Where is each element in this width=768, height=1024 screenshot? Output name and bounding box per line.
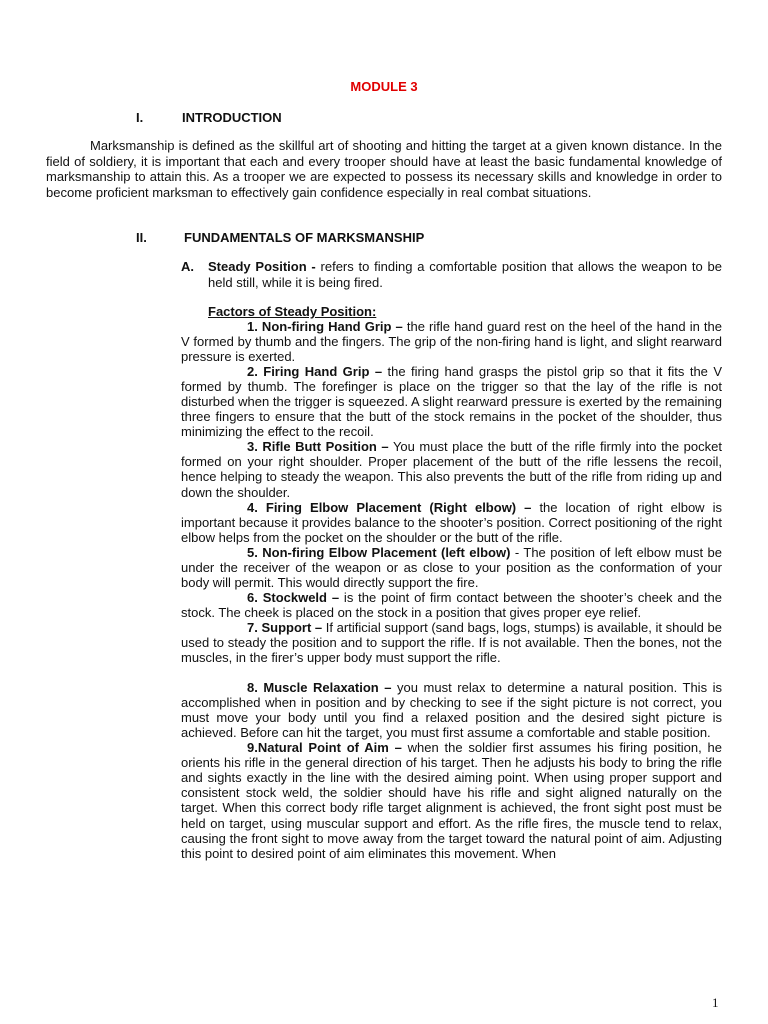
section-number: II. <box>136 230 147 245</box>
steady-position-term: Steady Position - <box>208 259 316 274</box>
section-number: I. <box>136 110 144 125</box>
module-title: MODULE 3 <box>350 79 418 94</box>
factor-text: is the point of firm contact between the shooter’s cheek and the stock. The cheek is placed on the stock in a position that gives proper eye relief. <box>181 589 723 620</box>
section-title: FUNDAMENTALS OF MARKSMANSHIP <box>184 230 425 245</box>
factor-text: You must place the butt of the rifle firmly into the pocket formed on your right shoulder. Proper placement of the butt of the rifle lessens the recoil, hence helping to steady the weapon. This also prevents the butt of the rifle from riding up and down the shoulder. <box>181 439 722 500</box>
page-number: 1 <box>712 995 719 1010</box>
factors-list <box>181 319 722 861</box>
factor-term: 9.Natural Point of Aim – <box>247 740 402 756</box>
factor-item <box>181 364 722 439</box>
factor-item <box>181 680 722 740</box>
factor-item <box>181 319 722 364</box>
factor-text: you must relax to determine a natural position. This is accomplished when in position and by checking to see if the sight picture is not correct, you must move your body until you find a relaxed position and the desired sight picture is achieved. Before can hit the target, you must first assume a comfortable and stable position. <box>181 680 722 741</box>
factor-term: 4. Firing Elbow Placement (Right elbow) – <box>247 499 532 515</box>
introduction-paragraph: Marksmanship is defined as the skillful art of shooting and hitting the target at a given known distance. In the field of soldiery, it is important that each and every trooper should have at least the basic fundamental knowledge of marksmanship to attain this. As a trooper we are expected to possess its necessary skills and knowledge in order to become proficient marksman to effectively gain confidence especially in real combat situations. <box>46 138 722 200</box>
factor-text: the location of right elbow is important because it provides balance to the shooter’s position. Correct positioning of the right elbow helps from the pocket on the shoulder or the butt of the rifle. <box>181 499 722 545</box>
steady-position-text: refers to finding a comfortable position that allows the weapon to be held still, while it is being fired. <box>208 259 722 290</box>
factor-item <box>181 590 722 620</box>
factor-text: the rifle hand guard rest on the heel of the hand in the V formed by thumb and the fingers. The grip of the non-firing hand is light, and slight rearward pressure is exerted. <box>181 319 722 365</box>
factors-heading: Factors of Steady Position: <box>208 304 377 319</box>
factor-text: - The position of left elbow must be under the receiver of the weapon or as close to your position as the conformation of your body will permit. This would directly support the fire. <box>181 544 722 590</box>
factor-term: 3. Rifle Butt Position – <box>247 439 389 455</box>
factor-text: when the soldier first assumes his firing position, he orients his rifle in the general direction of his target. Then he adjusts his body to bring the rifle and sights exactly in the line with the desired aiming point. When using proper support and consistent stock weld, the soldier should have his rifle and sight aligned naturally on the target. When this correct body rifle target alignment is achieved, the front sight post must be held on target, using muscular support and effort. As the rifle fires, the muscle tend to relax, causing the front sight to move away from the target toward the natural point of aim. Adjusting this point to desired point of aim eliminates this movement. When <box>181 740 722 861</box>
factor-term: 8. Muscle Relaxation – <box>247 680 392 696</box>
item-letter: A. <box>181 259 194 274</box>
factor-term: 7. Support – <box>247 619 323 635</box>
section-heading-fundamentals <box>136 230 424 245</box>
factor-item <box>181 740 722 860</box>
factor-text: If artificial support (sand bags, logs, stumps) is available, it should be used to steady the position and to support the rifle. If is not available. Then the bones, not the muscles, in the firer’s upper body must support the rifle. <box>181 619 722 666</box>
factor-item <box>181 500 722 545</box>
factor-item <box>181 439 722 499</box>
factor-item <box>181 545 722 590</box>
factor-item <box>181 620 722 665</box>
factor-term: 2. Firing Hand Grip – <box>247 364 383 380</box>
section-heading-introduction <box>136 110 282 125</box>
factor-term: 1. Non-firing Hand Grip – <box>247 319 403 334</box>
factor-text: the firing hand grasps the pistol grip so that it fits the V formed by thumb. The forefinger is place on the trigger so that the lay of the rifle is not disturbed when the trigger is squeezed. A slight rearward pressure is exerted by the remaining three fingers to ensure that the butt of the stock remains in the pocket of the shoulder, thus minimizing the effect to the recoil. <box>181 364 722 440</box>
factor-term: 6. Stockweld – <box>247 589 340 605</box>
steady-position-definition <box>208 259 722 290</box>
section-title: INTRODUCTION <box>182 110 282 125</box>
factor-term: 5. Non-firing Elbow Placement (left elbow) <box>247 544 511 560</box>
